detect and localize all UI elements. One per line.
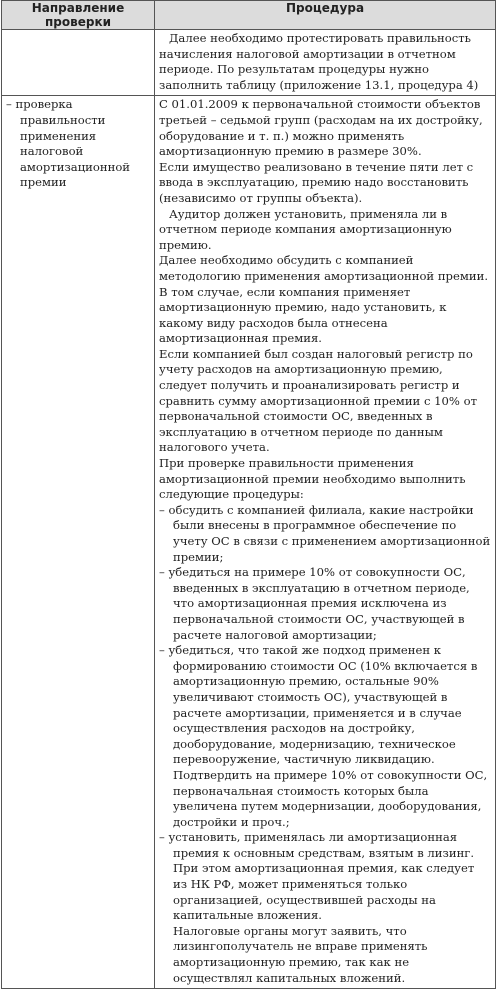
paragraph: С 01.01.2009 к первоначальной стоимости объектов третьей – седьмой групп (расходам на их достройку, оборудование и т. п.) можно применять амортизационную премию в размере 30%. — [159, 97, 483, 159]
paragraph: Если компанией был создан налоговый регистр по учету расходов на амортизационную премию, следует получить и проанализировать регистр и сравнить сумму амортизационной премии с 10% от первоначальной стоимости ОС, введенных в эксплуатацию в отчетном периоде по данным налогового учета. — [159, 346, 477, 455]
table-row — [2, 30, 496, 96]
row1-direction-cell — [2, 30, 155, 96]
paragraph: При проверке правильности применения амортизационной премии необходимо выполнить следующие процедуры: — [159, 456, 466, 502]
list-item: – убедиться на примере 10% от совокупности ОС, введенных в эксплуатацию в отчетном периоде, что амортизационная премия исключена из первоначальной стоимости ОС, участвующей в расчете налоговой амортизации; — [159, 565, 470, 642]
list-item-continuation: При этом амортизационная премия, как следует из НК РФ, может применяться только организацией, осуществившей расходы на капитальные вложения. — [173, 861, 475, 923]
row1-text: Далее необходимо протестировать правильность начисления налоговой амортизации в отчетном периоде. По результатам процедуры нужно заполнить таблицу (приложение 13.1, процедура 4) — [159, 31, 479, 92]
row2-direction-cell — [2, 96, 155, 989]
list-item: – убедиться, что такой же подход применен к формированию стоимости ОС (10% включается в амортизационную премию, остальные 90% увеличивают стоимость ОС), участвующей в расчете амортизации, применяется и в случае осуществления расходов на достройку, дооборудование, модернизацию, техническое перевооружение, частичную ликвидацию. Подтвердить на примере 10% от совокупности ОС, первоначальная стоимость которых была увеличена путем модернизации, дооборудования, достройки и проч.; — [159, 643, 488, 829]
header-procedure: Процедура — [155, 1, 496, 30]
row2-direction-text: – проверка правильности применения налоговой амортизационной премии — [6, 97, 131, 190]
table-row — [2, 96, 496, 989]
paragraph: Аудитор должен установить, применяла ли в отчетном периоде компания амортизационную премию. — [159, 206, 452, 252]
row2-procedure-cell — [155, 96, 496, 989]
list-item: – обсудить с компанией филиала, какие настройки были внесены в программное обеспечение по учету ОС в связи с применением амортизационной премии; — [159, 502, 491, 564]
procedure-table — [1, 0, 496, 989]
row1-procedure-cell — [155, 30, 496, 96]
paragraph: Если имущество реализовано в течение пяти лет с ввода в эксплуатацию, премию надо восстановить (независимо от группы объекта). — [159, 159, 474, 205]
list-item-continuation: Налоговые органы могут заявить, что лизингополучатель не вправе применять амортизационную премию, так как не осуществлял капитальных вложений. — [173, 923, 428, 985]
list-item: – установить, применялась ли амортизационная премия к основным средствам, взятым в лизинг. — [159, 830, 475, 860]
paragraph: Далее необходимо обсудить с компанией методологию применения амортизационной премии. В том случае, если компания применяет амортизационную премию, надо установить, к какому виду расходов была отнесена амортизационная премия. — [159, 253, 489, 346]
table-header-row — [2, 1, 496, 30]
header-direction: Направление проверки — [2, 1, 155, 30]
